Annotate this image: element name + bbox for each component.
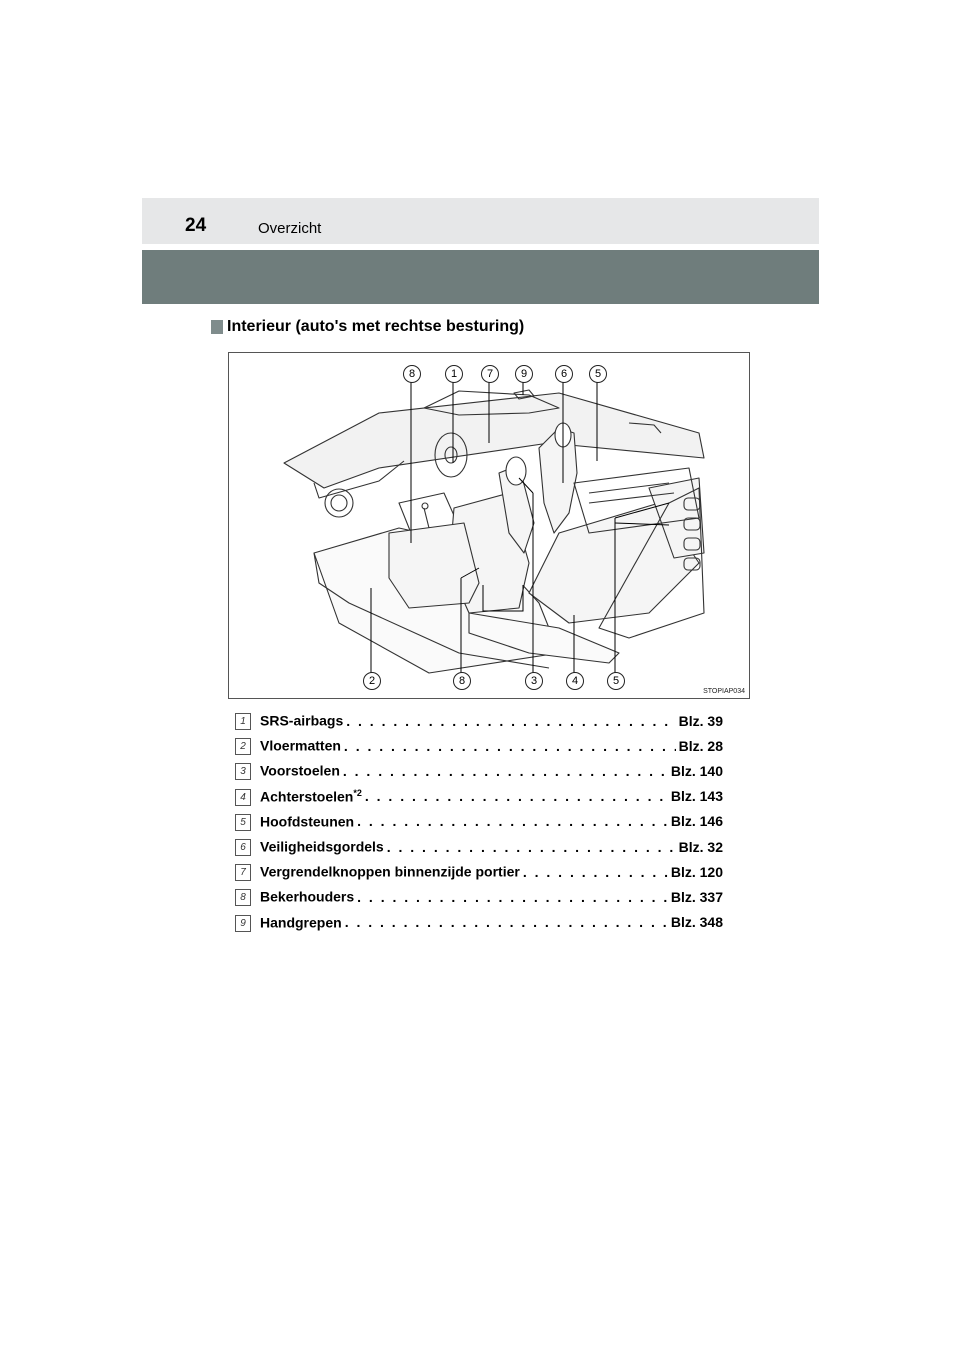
callout-top-3: 7 [481, 365, 499, 383]
page-reference: Blz. 143 [670, 788, 723, 805]
car-interior-illustration [229, 353, 749, 698]
callout-bottom-5: 5 [607, 672, 625, 690]
page-reference: Blz. 146 [670, 813, 723, 830]
item-label: Bekerhouders [260, 888, 355, 905]
list-item [235, 888, 723, 913]
page-reference: Blz. 337 [670, 888, 723, 905]
list-item [235, 712, 723, 737]
page-reference: Blz. 32 [678, 838, 723, 855]
callout-bottom-2: 8 [453, 672, 471, 690]
list-item [235, 863, 723, 888]
leader-dots [523, 864, 668, 880]
interior-figure [228, 352, 750, 699]
item-label: Handgrepen [260, 914, 342, 931]
item-number: 6 [235, 839, 251, 856]
item-label: Vloermatten [260, 737, 341, 754]
square-bullet-icon [211, 320, 223, 334]
callout-top-2: 1 [445, 365, 463, 383]
item-label: SRS-airbags [260, 712, 344, 729]
page-reference: Blz. 39 [678, 712, 723, 729]
list-item [235, 788, 723, 813]
callout-top-5: 6 [555, 365, 573, 383]
header-bar [142, 198, 819, 244]
callout-bottom-1: 2 [363, 672, 381, 690]
item-label: Achterstoelen$^{*2}$ [260, 787, 362, 805]
page-reference: Blz. 28 [678, 737, 723, 754]
page-reference: Blz. 140 [670, 763, 723, 780]
item-number: 8 [235, 889, 251, 906]
item-number: 1 [235, 713, 251, 730]
leader-dots [357, 813, 668, 829]
list-item [235, 813, 723, 838]
item-number: 3 [235, 763, 251, 780]
list-item [235, 737, 723, 762]
leader-dots [346, 713, 675, 729]
item-label: Hoofdsteunen [260, 813, 355, 830]
callout-top-6: 5 [589, 365, 607, 383]
leader-dots [344, 738, 676, 754]
callout-bottom-4: 4 [566, 672, 584, 690]
item-list [235, 712, 723, 939]
leader-dots [365, 788, 668, 804]
leader-dots [357, 889, 668, 905]
leader-dots [343, 763, 668, 779]
callout-bottom-3: 3 [525, 672, 543, 690]
page-reference: Blz. 120 [670, 863, 723, 880]
list-item [235, 838, 723, 863]
chapter-title: Overzicht [258, 220, 322, 237]
section-band [142, 250, 819, 304]
item-label: Voorstoelen [260, 763, 340, 780]
leader-dots [345, 914, 668, 930]
figure-code: STOPIAP034 [703, 688, 745, 695]
item-label: Vergrendelknoppen binnenzijde portier [260, 863, 520, 880]
item-number: 5 [235, 814, 251, 831]
section-heading-text: Interieur (auto's met rechtse besturing) [227, 318, 525, 335]
item-number: 7 [235, 864, 251, 881]
list-item [235, 914, 723, 939]
item-number: 2 [235, 738, 251, 755]
page-reference: Blz. 348 [670, 914, 723, 931]
page-number: 24 [185, 215, 207, 236]
section-heading [211, 318, 524, 336]
item-number: 9 [235, 915, 251, 932]
list-item [235, 762, 723, 787]
callout-top-4: 9 [515, 365, 533, 383]
callout-top-1: 8 [403, 365, 421, 383]
item-number: 4 [235, 789, 251, 806]
leader-dots [387, 839, 676, 855]
item-label: Veiligheidsgordels [260, 838, 384, 855]
